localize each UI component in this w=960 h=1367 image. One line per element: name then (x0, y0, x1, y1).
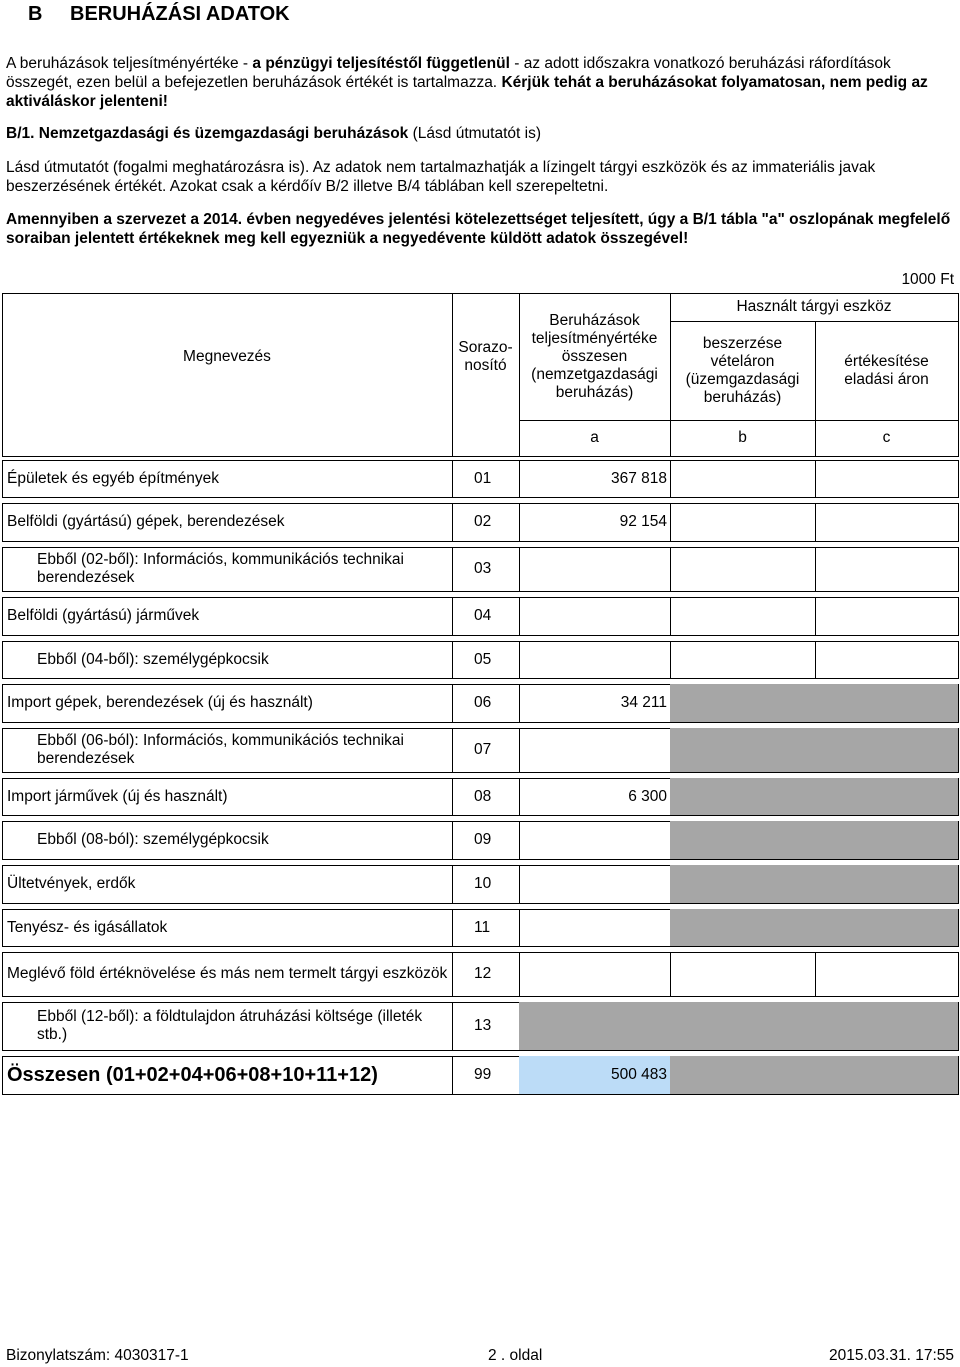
row-label: Összesen (01+02+04+06+08+10+11+12) (7, 1064, 378, 1086)
row-code: 03 (474, 560, 492, 577)
row-value-c[interactable] (815, 952, 958, 996)
intro-text-2: - az adott időszakra vonatkozó beruházási ráfordítások összegét, ezen belül a befejezetlen beruházások értékét is tartalmazza. (6, 55, 891, 91)
row-value-b[interactable] (670, 503, 815, 541)
row-value-c (815, 821, 958, 859)
header-col-b: beszerzése vételáron (üzemgazdasági beruházás) (685, 334, 800, 406)
row-value-a[interactable]: 34 211 (620, 694, 667, 711)
row-code: 11 (474, 918, 491, 936)
row-value-c (815, 728, 958, 772)
row-value-c[interactable] (815, 597, 958, 635)
row-value-a[interactable] (519, 909, 670, 946)
guidance-note: Lásd útmutatót (fogalmi meghatározásra is). Az adatok nem tartalmazhatják a lízingelt tárgyi eszközök és az immateriális javak beszerzésének értékét. Azokat csak a kérdőív B/2 illetve B/4 táblában kell szerepeltetni. (6, 159, 876, 195)
row-value-a[interactable] (519, 865, 670, 903)
row-code: 04 (474, 607, 492, 624)
subsection-note: (Lásd útmutatót is) (412, 125, 541, 142)
row-value-c (815, 909, 958, 946)
row-value-a[interactable]: 6 300 (628, 787, 667, 805)
row-value-c[interactable] (815, 547, 958, 591)
col-letter-b: b (738, 429, 747, 446)
row-code: 10 (474, 875, 492, 892)
document-number: Bizonylatszám: 4030317-1 (6, 1347, 189, 1364)
row-value-b (670, 1056, 815, 1094)
row-label: Meglévő föld értéknövelése és más nem termelt tárgyi eszközök (7, 965, 448, 982)
row-label: Ültetvények, erdők (7, 875, 136, 892)
row-value-a[interactable] (519, 821, 670, 859)
row-code: 06 (474, 694, 492, 711)
row-value-a[interactable] (519, 597, 670, 635)
row-code: 01 (474, 469, 492, 487)
row-value-b[interactable] (670, 547, 815, 591)
row-label: Belföldi (gyártású) gépek, berendezések (7, 513, 285, 530)
row-label: Ebből (04-ből): személygépkocsik (37, 650, 269, 668)
header-code: Sorazo- nosító (458, 338, 513, 374)
row-value-c (815, 778, 958, 815)
header-used-assets: Használt tárgyi eszköz (736, 298, 892, 315)
row-value-a[interactable]: 367 818 (610, 469, 667, 487)
row-code: 12 (474, 965, 492, 982)
row-value-c (815, 865, 958, 903)
page-number: 2 . oldal (488, 1347, 543, 1364)
subsection-title: Nemzetgazdasági és üzemgazdasági beruházások (38, 125, 409, 142)
row-code: 99 (474, 1066, 492, 1083)
row-value-a[interactable] (519, 641, 670, 678)
header-col-c: értékesítése eladási áron (844, 352, 929, 388)
subsection-code: B/1. (6, 125, 35, 142)
row-label: Ebből (02-ből): Információs, kommunikációs technikai berendezések (37, 551, 404, 586)
section-title-text: BERUHÁZÁSI ADATOK (70, 3, 290, 25)
row-value-b[interactable] (670, 952, 815, 996)
row-label: Belföldi (gyártású) járművek (7, 607, 200, 624)
row-value-b (670, 1002, 815, 1050)
header-name: Megnevezés (183, 347, 271, 365)
row-value-b[interactable] (670, 641, 815, 678)
col-letter-a: a (590, 429, 599, 446)
row-code: 09 (474, 831, 492, 848)
row-value-c (815, 1002, 958, 1050)
row-value-b (670, 684, 815, 722)
timestamp: 2015.03.31. 17:55 (829, 1347, 954, 1364)
row-value-b (670, 821, 815, 859)
quarterly-note: Amennyiben a szervezet a 2014. évben negyedéves jelentési kötelezettséget teljesített, úgy a B/1 tábla "a" oszlopának megfelelő soraiban jelentett értékeknek meg kell egyezniük a negyedévente küldött adatok összegével! (6, 211, 951, 247)
row-label: Ebből (12-ből): a földtulajdon átruházási költsége (illeték stb.) (37, 1008, 423, 1043)
row-value-a[interactable] (519, 1002, 670, 1050)
row-label: Tenyész- és igásállatok (7, 918, 168, 936)
col-letter-c: c (882, 429, 891, 446)
row-value-a[interactable]: 92 154 (619, 513, 667, 530)
row-label: Épületek és egyéb építmények (7, 469, 219, 487)
intro-text-1: A beruházások teljesítményértéke - (6, 55, 253, 72)
intro-bold-2: Kérjük tehát a beruházásokat folyamatosan, nem pedig az aktiváláskor jelenteni! (6, 74, 928, 110)
row-label: Import járművek (új és használt) (7, 787, 228, 805)
row-value-b (670, 909, 815, 946)
intro-bold-1: a pénzügyi teljesítéstől függetlenül (252, 55, 510, 72)
row-value-b (670, 865, 815, 903)
row-value-b[interactable] (670, 460, 815, 497)
row-code: 13 (474, 1017, 492, 1034)
row-value-a[interactable] (519, 728, 670, 772)
row-code: 02 (474, 513, 492, 530)
row-value-c[interactable] (815, 641, 958, 678)
row-value-a[interactable] (519, 952, 670, 996)
row-code: 08 (474, 787, 492, 805)
row-label: Ebből (08-ból): személygépkocsik (37, 831, 269, 848)
row-value-c (815, 684, 958, 722)
row-value-a[interactable]: 500 483 (519, 1056, 670, 1094)
row-value-c[interactable] (815, 460, 958, 497)
row-label: Ebből (06-ból): Információs, kommunikációs technikai berendezések (37, 732, 404, 767)
unit-label: 1000 Ft (901, 271, 954, 288)
row-code: 07 (474, 741, 492, 758)
row-label: Import gépek, berendezések (új és használt) (7, 694, 313, 711)
header-col-a: Beruházások teljesítményértéke összesen (nemzetgazdasági beruházás) (531, 311, 658, 401)
row-value-a[interactable] (519, 547, 670, 591)
row-value-b (670, 778, 815, 815)
row-value-b[interactable] (670, 597, 815, 635)
row-code: 05 (474, 650, 492, 668)
section-code: B (28, 3, 43, 25)
row-value-b (670, 728, 815, 772)
row-value-c (815, 1056, 958, 1094)
row-value-c[interactable] (815, 503, 958, 541)
